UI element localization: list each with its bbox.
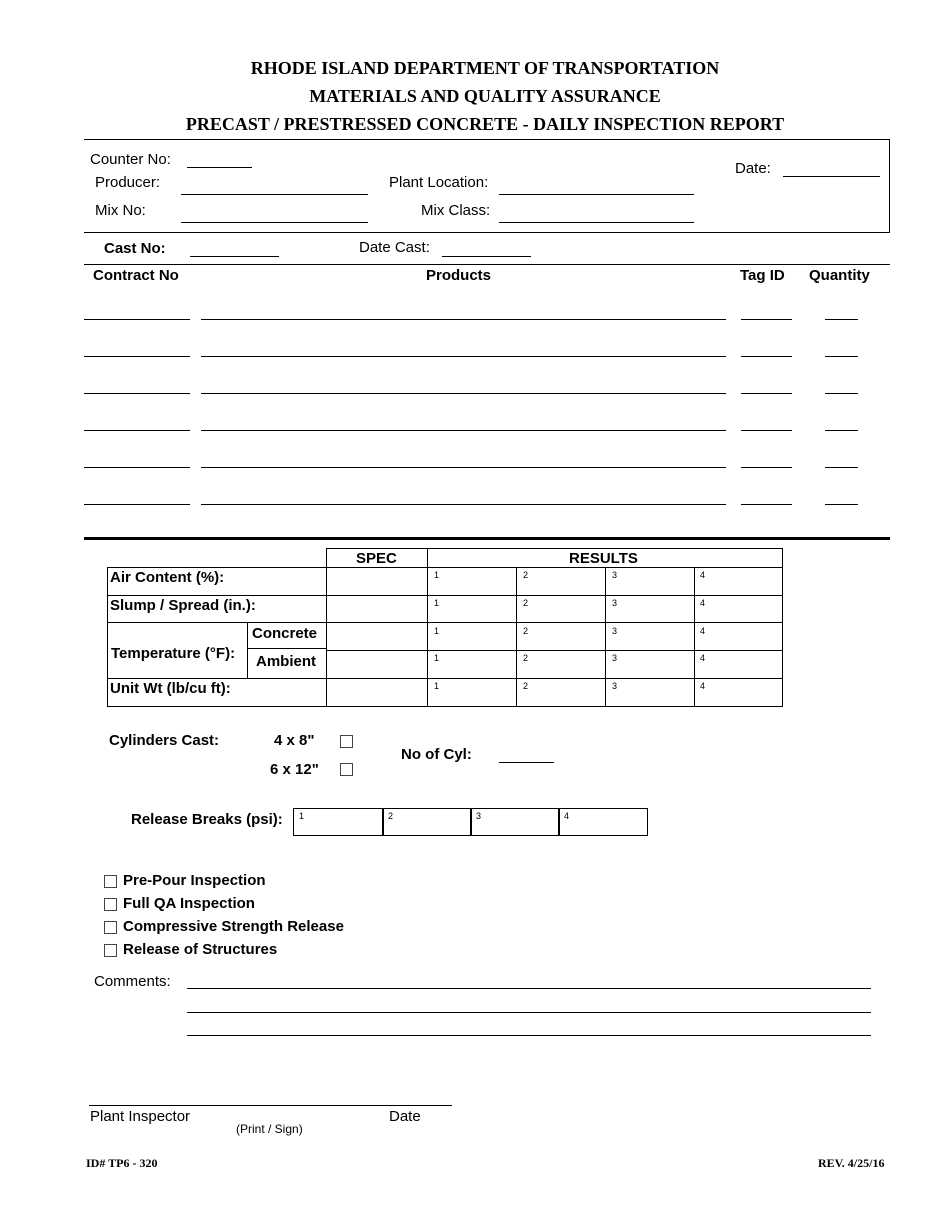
producer-label: Producer:: [95, 174, 161, 191]
products-field[interactable]: [201, 430, 726, 431]
result-1[interactable]: 1: [434, 570, 440, 580]
quantity-field[interactable]: [825, 393, 858, 394]
unit-wt-spec[interactable]: [327, 679, 427, 706]
full-qa-label: Full QA Inspection: [123, 895, 255, 912]
release-break-cell-2[interactable]: [382, 808, 472, 836]
spec-header: SPEC: [356, 550, 397, 567]
result-2[interactable]: 2: [523, 598, 529, 608]
cast-no-field[interactable]: [190, 256, 279, 257]
size-6x12-label: 6 x 12": [270, 761, 319, 778]
result-4[interactable]: 4: [700, 570, 706, 580]
tag-id-field[interactable]: [741, 356, 792, 357]
size-6x12-checkbox[interactable]: [340, 763, 353, 776]
size-4x8-label: 4 x 8": [274, 732, 315, 749]
date-field[interactable]: [783, 176, 880, 177]
tag-id-field[interactable]: [741, 430, 792, 431]
air-content-spec[interactable]: [327, 568, 427, 595]
mix-no-field[interactable]: [181, 222, 368, 223]
tag-id-field[interactable]: [741, 504, 792, 505]
section-divider: [84, 537, 890, 540]
result-3[interactable]: 3: [612, 681, 618, 691]
ambient-temp-spec[interactable]: [327, 651, 427, 678]
products-field[interactable]: [201, 504, 726, 505]
release-break-num-1: 1: [299, 811, 305, 821]
concrete-label: Concrete: [252, 625, 318, 642]
result-3[interactable]: 3: [612, 653, 618, 663]
contract-no-field[interactable]: [84, 467, 190, 468]
products-header: Products: [426, 267, 492, 284]
revision: REV. 4/25/16: [818, 1156, 885, 1170]
quantity-field[interactable]: [825, 504, 858, 505]
concrete-temp-spec[interactable]: [327, 623, 427, 650]
size-4x8-checkbox[interactable]: [340, 735, 353, 748]
tag-id-field[interactable]: [741, 393, 792, 394]
info-box-bottom-border: [84, 232, 890, 233]
result-4[interactable]: 4: [700, 681, 706, 691]
plant-location-field[interactable]: [499, 194, 694, 195]
cast-no-label: Cast No:: [104, 240, 166, 257]
tag-id-field[interactable]: [741, 319, 792, 320]
products-field[interactable]: [201, 393, 726, 394]
divider: [427, 567, 428, 707]
counter-no-field[interactable]: [187, 167, 252, 168]
quantity-field[interactable]: [825, 319, 858, 320]
mix-no-label: Mix No:: [95, 202, 146, 219]
result-1[interactable]: 1: [434, 653, 440, 663]
pre-pour-label: Pre-Pour Inspection: [123, 872, 266, 889]
tag-id-field[interactable]: [741, 467, 792, 468]
result-3[interactable]: 3: [612, 598, 618, 608]
signature-date-label: Date: [389, 1108, 421, 1125]
quantity-header: Quantity: [809, 267, 870, 284]
result-2[interactable]: 2: [523, 626, 529, 636]
release-break-cell-1[interactable]: [293, 808, 384, 836]
result-4[interactable]: 4: [700, 598, 706, 608]
result-1[interactable]: 1: [434, 598, 440, 608]
release-break-num-2: 2: [388, 811, 394, 821]
comments-line-2[interactable]: [187, 1012, 871, 1013]
contract-no-field[interactable]: [84, 319, 190, 320]
release-break-cell-4[interactable]: [558, 808, 648, 836]
date-cast-label: Date Cast:: [359, 239, 430, 256]
date-label: Date:: [735, 160, 771, 177]
tag-id-header: Tag ID: [740, 267, 785, 284]
result-3[interactable]: 3: [612, 570, 618, 580]
full-qa-checkbox[interactable]: [104, 898, 117, 911]
slump-label: Slump / Spread (in.):: [110, 597, 256, 614]
result-2[interactable]: 2: [523, 653, 529, 663]
quantity-field[interactable]: [825, 467, 858, 468]
quantity-field[interactable]: [825, 430, 858, 431]
result-2[interactable]: 2: [523, 570, 529, 580]
info-box-top-border: [84, 139, 890, 140]
comments-label: Comments:: [94, 973, 171, 990]
result-4[interactable]: 4: [700, 626, 706, 636]
result-3[interactable]: 3: [612, 626, 618, 636]
comments-line-1[interactable]: [187, 988, 871, 989]
release-breaks-label: Release Breaks (psi):: [131, 811, 283, 828]
release-break-cell-3[interactable]: [470, 808, 560, 836]
cast-row-bottom-border: [84, 264, 890, 265]
result-1[interactable]: 1: [434, 626, 440, 636]
quantity-field[interactable]: [825, 356, 858, 357]
header-line-3: PRECAST / PRESTRESSED CONCRETE - DAILY INSPECTION REPORT: [185, 114, 785, 134]
counter-no-label: Counter No:: [90, 151, 171, 168]
ambient-label: Ambient: [256, 653, 316, 670]
header-line-2: MATERIALS AND QUALITY ASSURANCE: [309, 86, 661, 106]
result-2[interactable]: 2: [523, 681, 529, 691]
divider: [605, 567, 606, 707]
contract-no-field[interactable]: [84, 393, 190, 394]
date-cast-field[interactable]: [442, 256, 531, 257]
slump-spec[interactable]: [327, 596, 427, 622]
results-header: RESULTS: [569, 550, 638, 567]
products-field[interactable]: [201, 467, 726, 468]
release-structures-checkbox[interactable]: [104, 944, 117, 957]
air-content-label: Air Content (%):: [110, 569, 225, 586]
print-sign-label: (Print / Sign): [236, 1122, 303, 1136]
divider: [694, 567, 695, 707]
contract-no-field[interactable]: [84, 356, 190, 357]
release-break-num-4: 4: [564, 811, 570, 821]
plant-location-label: Plant Location:: [389, 174, 489, 191]
signature-line[interactable]: [89, 1105, 452, 1106]
divider: [247, 648, 326, 649]
result-1[interactable]: 1: [434, 681, 440, 691]
divider: [516, 567, 517, 707]
cylinders-cast-label: Cylinders Cast:: [109, 732, 220, 749]
divider: [247, 622, 248, 679]
mix-class-field[interactable]: [499, 222, 694, 223]
form-id: ID# TP6 - 320: [86, 1156, 158, 1170]
products-field[interactable]: [201, 319, 726, 320]
no-of-cyl-field[interactable]: [499, 762, 554, 763]
products-field[interactable]: [201, 356, 726, 357]
producer-field[interactable]: [181, 194, 368, 195]
pre-pour-checkbox[interactable]: [104, 875, 117, 888]
no-of-cyl-label: No of Cyl:: [401, 746, 472, 763]
mix-class-label: Mix Class:: [421, 202, 491, 219]
release-break-num-3: 3: [476, 811, 482, 821]
temperature-label: Temperature (°F):: [111, 645, 236, 662]
contract-no-field[interactable]: [84, 504, 190, 505]
unit-wt-label: Unit Wt (lb/cu ft):: [110, 680, 231, 697]
contract-no-header: Contract No: [93, 267, 179, 284]
contract-no-field[interactable]: [84, 430, 190, 431]
header-line-1: RHODE ISLAND DEPARTMENT OF TRANSPORTATION: [250, 58, 720, 78]
plant-inspector-label: Plant Inspector: [90, 1108, 191, 1125]
comments-line-3[interactable]: [187, 1035, 871, 1036]
compressive-label: Compressive Strength Release: [123, 918, 344, 935]
result-4[interactable]: 4: [700, 653, 706, 663]
release-structures-label: Release of Structures: [123, 941, 278, 958]
compressive-checkbox[interactable]: [104, 921, 117, 934]
info-box-right-border: [889, 139, 890, 232]
